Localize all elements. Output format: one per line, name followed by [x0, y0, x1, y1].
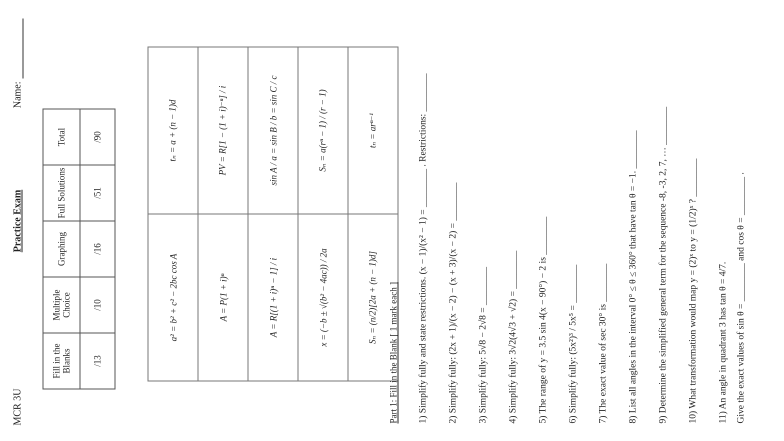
- formula-cell: a² = b² + c² − 2bc cos A: [148, 214, 198, 381]
- formula-row: [198, 47, 248, 381]
- formula-cell: PV = R[1 − (1 + i)⁻ⁿ] / i: [198, 47, 248, 214]
- formula-cell: x = (−b ± √(b² − 4ac)) / 2a: [298, 214, 348, 381]
- score-value-cell: /16: [80, 221, 115, 277]
- question-3[interactable]: 3) Simplify fully: 5√8 − 2√8 = ________: [478, 266, 488, 423]
- formula-cell: A = P(1 + i)ⁿ: [198, 214, 248, 381]
- score-header-cell: Graphing: [43, 221, 80, 277]
- score-header-cell: Multiple Choice: [43, 277, 80, 333]
- score-value-row: [80, 109, 115, 389]
- part1-title: Part 1: Fill in the Blank [ 1 mark each ]: [388, 281, 398, 423]
- formula-row: [248, 47, 298, 381]
- formula-table: [147, 46, 398, 381]
- formula-row: [298, 47, 348, 381]
- formula-cell: tₙ = a + (n − 1)d: [148, 47, 198, 214]
- question-5[interactable]: 5) The range of y = 3.5 sin 4(x − 90°) − 2 is ________: [538, 216, 548, 423]
- question-1[interactable]: 1) Simplify fully and state restrictions. (x − 1)/(x² − 1) = ________ . Restrictions: ________: [418, 72, 428, 423]
- formula-cell: tₙ = arⁿ⁻¹: [348, 47, 398, 214]
- score-header-row: [43, 109, 80, 389]
- formula-cell: Sₙ = a(rⁿ − 1) / (r − 1): [298, 47, 348, 214]
- question-9[interactable]: 9) Determine the simplified general term for the sequence -8, -3, 2, 7, … ________: [658, 106, 668, 423]
- score-header-cell: Full Solutions: [43, 165, 80, 221]
- formula-row: [148, 47, 198, 381]
- name-label: Name:: [12, 81, 23, 108]
- question-10[interactable]: 10) What transformation would map y = (2)ˣ to y = (1/2)ˣ ? ________: [688, 158, 698, 423]
- formula-cell: Sₙ = (n/2)[2a + (n − 1)d]: [348, 214, 398, 381]
- score-value-cell: /51: [80, 165, 115, 221]
- formula-cell: A = R[(1 + i)ⁿ − 1] / i: [248, 214, 298, 381]
- question-4[interactable]: 4) Simplify fully: 3√2(4√3 + √2) = ________: [508, 250, 518, 423]
- score-header-cell: Fill in the Blanks: [43, 333, 80, 389]
- score-header-cell: Total: [43, 109, 80, 165]
- question-11-values[interactable]: Give the exact values of sin θ = ________ and cos θ = ________ .: [736, 171, 746, 423]
- question-11[interactable]: 11) An angle in quadrant 3 has tan θ = 4/7.: [718, 261, 728, 423]
- score-value-cell: /90: [80, 109, 115, 165]
- question-8[interactable]: 8) List all angles in the interval 0° ≤ θ ≤ 360° that have tan θ = −1. ________: [628, 130, 638, 423]
- question-7[interactable]: 7) The exact value of sec 30° is ________: [598, 263, 608, 423]
- page-title: Practice Exam: [12, 189, 23, 252]
- score-table: [42, 108, 115, 389]
- question-2[interactable]: 2) Simplify fully: (2x + 1)/(x − 2) − (x + 3)/(x − 2) = ________: [448, 182, 458, 423]
- course-code: MCR 3U: [12, 388, 23, 425]
- score-value-cell: /10: [80, 277, 115, 333]
- name-blank[interactable]: [12, 18, 23, 78]
- score-value-cell: /13: [80, 333, 115, 389]
- question-6[interactable]: 6) Simplify fully: (5x²)³ / 5x⁵ = ________: [568, 264, 578, 423]
- name-field[interactable]: [12, 18, 23, 108]
- formula-cell: sin A / a = sin B / b = sin C / c: [248, 47, 298, 214]
